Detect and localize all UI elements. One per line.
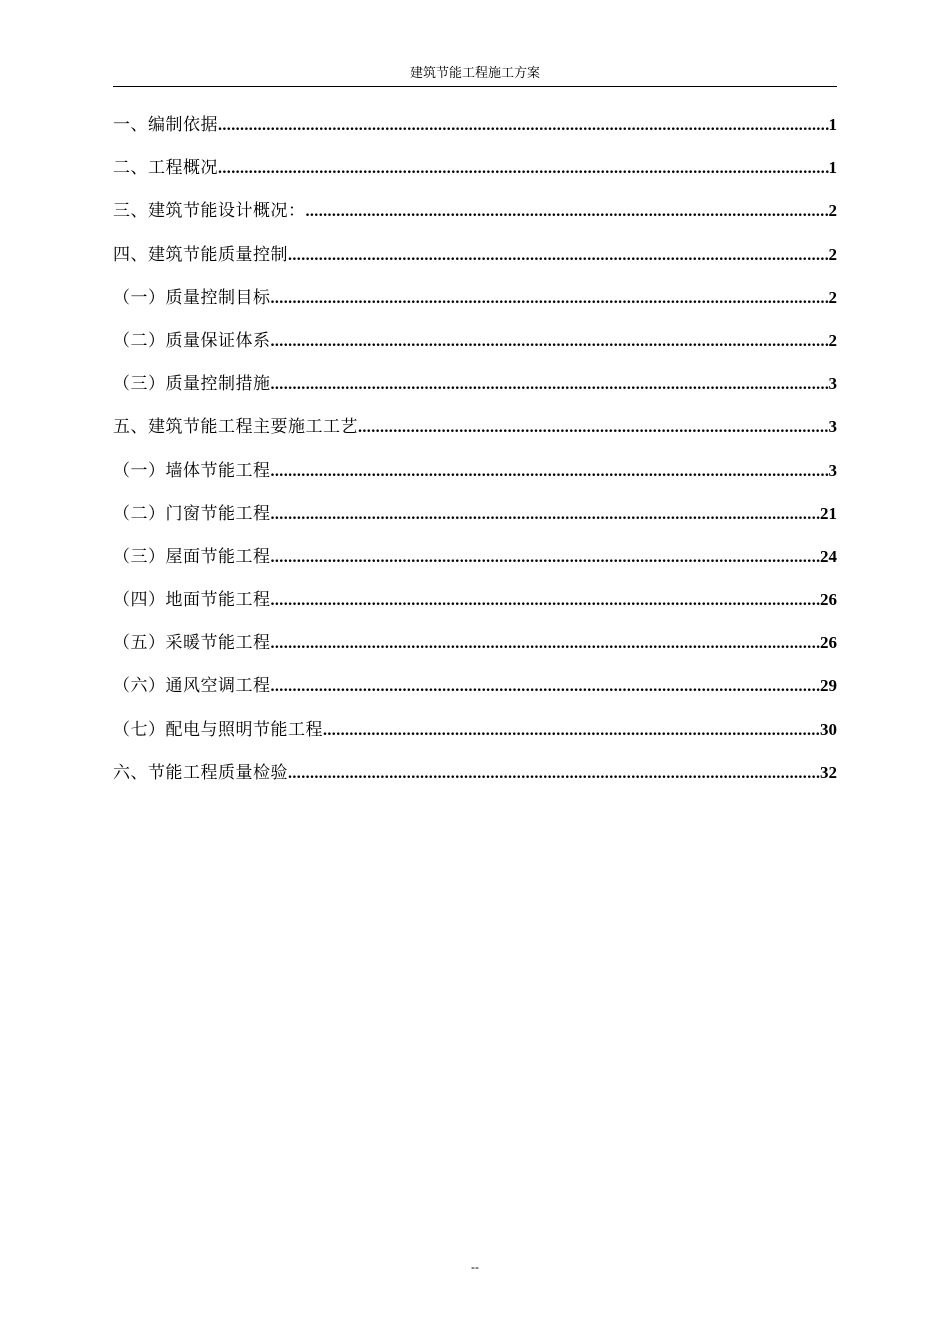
toc-entry[interactable] <box>113 240 837 283</box>
toc-entry-title: 五、建筑节能工程主要施工工艺 <box>113 417 358 438</box>
toc-entry-title: （一）质量控制目标 <box>113 287 271 308</box>
toc-entry-page: 2 <box>828 201 837 221</box>
toc-entry-title: （五）采暖节能工程 <box>113 633 271 654</box>
toc-entry-title: 四、建筑节能质量控制 <box>113 244 288 265</box>
toc-leader-dots <box>323 716 820 746</box>
toc-leader-dots <box>271 500 821 530</box>
toc-leader-dots <box>271 586 821 616</box>
toc-entry-page: 2 <box>828 287 837 307</box>
toc-entry-page: 26 <box>820 633 837 653</box>
toc-entry-title: （二）门窗节能工程 <box>113 503 271 524</box>
toc-leader-dots <box>271 672 821 702</box>
toc-entry-page: 2 <box>828 330 837 350</box>
toc-entry[interactable] <box>113 542 837 585</box>
toc-leader-dots <box>271 284 829 314</box>
toc-entry-title: （二）质量保证体系 <box>113 330 271 351</box>
toc-leader-dots <box>288 759 820 789</box>
toc-entry-title: 一、编制依据 <box>113 115 218 135</box>
toc-entry-title: 六、节能工程质量检验 <box>113 762 288 783</box>
toc-entry-page: 2 <box>828 244 837 264</box>
toc-entry-page: 3 <box>828 374 837 394</box>
toc-entry-page: 1 <box>828 158 837 178</box>
toc-entry[interactable] <box>113 110 837 153</box>
toc-entry[interactable] <box>113 196 837 239</box>
toc-entry-title: （一）墙体节能工程 <box>113 460 271 481</box>
toc-entry-title: （六）通风空调工程 <box>113 676 271 697</box>
toc-leader-dots <box>271 457 829 487</box>
toc-entry-title: （三）屋面节能工程 <box>113 546 271 567</box>
toc-entry[interactable] <box>113 628 837 671</box>
toc-entry[interactable] <box>113 326 837 369</box>
toc-entry-page: 3 <box>828 460 837 480</box>
toc-leader-dots <box>288 241 829 271</box>
toc-leader-dots <box>271 370 829 400</box>
toc-entry-title: （三）质量控制措施 <box>113 374 271 395</box>
toc-entry-page: 21 <box>820 503 837 523</box>
toc-entry-title: 三、建筑节能设计概况： <box>113 201 306 222</box>
toc-entry[interactable] <box>113 283 837 326</box>
toc-entry[interactable] <box>113 456 837 499</box>
toc-entry-title: （四）地面节能工程 <box>113 590 271 611</box>
toc-entry[interactable] <box>113 671 837 714</box>
toc-entry-page: 1 <box>828 115 837 134</box>
toc-entry[interactable] <box>113 715 837 758</box>
toc-leader-dots <box>358 413 829 443</box>
toc-entry-title: 二、工程概况 <box>113 158 218 179</box>
toc-entry-page: 3 <box>828 417 837 437</box>
header-title: 建筑节能工程施工方案 <box>409 66 540 81</box>
toc-entry[interactable] <box>113 585 837 628</box>
toc-leader-dots <box>218 111 829 141</box>
page-footer <box>0 1260 950 1274</box>
toc-entry-page: 24 <box>820 546 837 566</box>
toc-leader-dots <box>271 543 821 573</box>
toc-entry-page: 32 <box>820 762 837 782</box>
toc-leader-dots <box>271 629 821 659</box>
toc-entry[interactable] <box>113 412 837 455</box>
toc-entry[interactable] <box>113 499 837 542</box>
toc-entry-page: 26 <box>820 590 837 610</box>
toc-entry[interactable] <box>113 758 837 801</box>
toc-leader-dots <box>306 197 829 227</box>
toc-entry-page: 29 <box>820 676 837 696</box>
page-header <box>113 64 837 87</box>
toc-entry[interactable] <box>113 153 837 196</box>
footer-page-marker: -- <box>471 1260 479 1274</box>
table-of-contents <box>113 110 837 801</box>
toc-entry-page: 30 <box>820 719 837 739</box>
toc-leader-dots <box>218 154 829 184</box>
toc-leader-dots <box>271 327 829 357</box>
toc-entry[interactable] <box>113 369 837 412</box>
toc-entry-title: （七）配电与照明节能工程 <box>113 719 323 740</box>
